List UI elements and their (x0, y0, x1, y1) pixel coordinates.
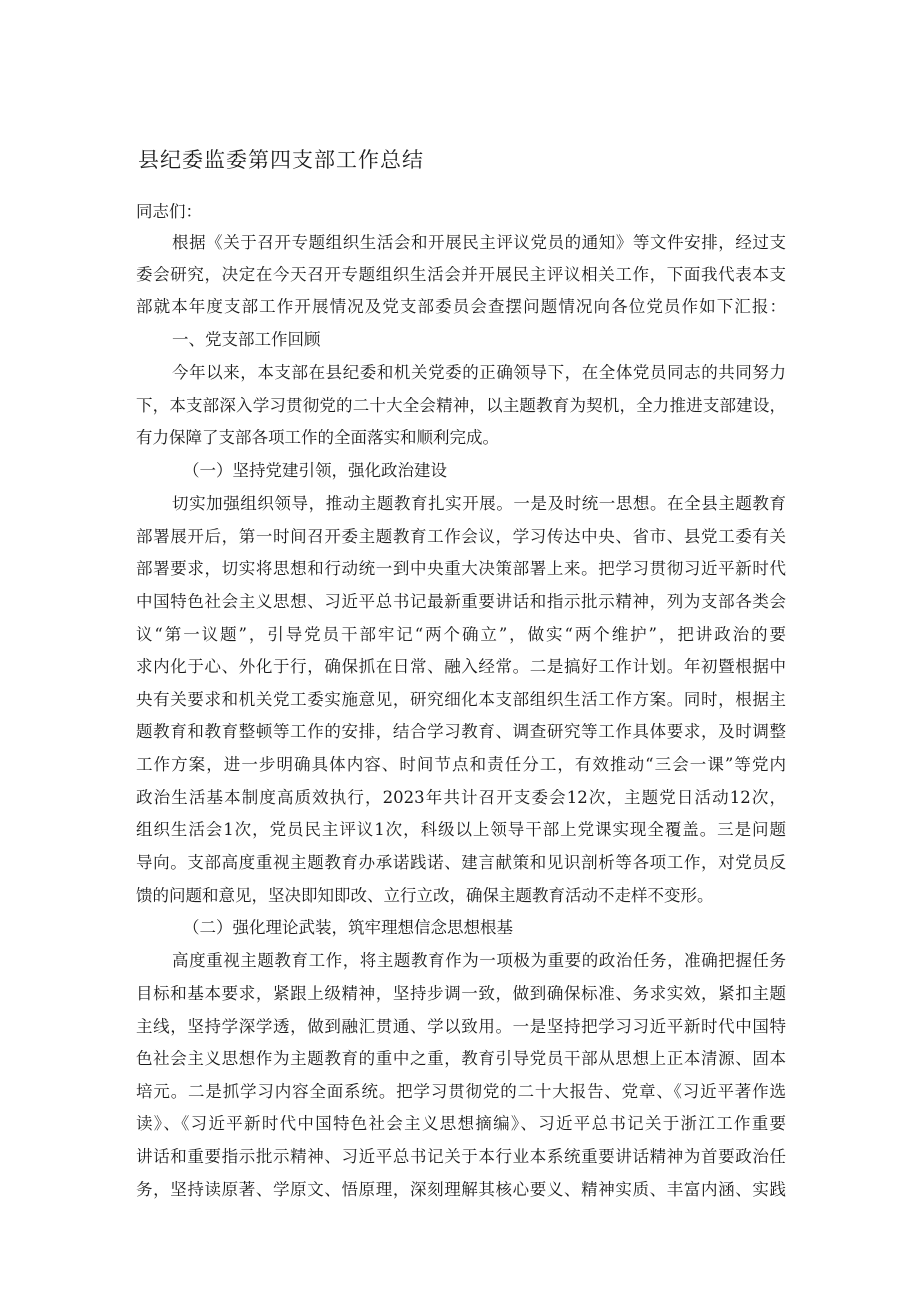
sub1-line-7: 央有关要求和机关党工委实施意见，研究细化本支部组织生活工作方案。同时，根据主 (136, 690, 786, 709)
sub2-line-3: 主线，坚持学深学透，做到融汇贯通、学以致用。一是坚持把学习习近平新时代中国特 (136, 1017, 786, 1036)
salutation: 同志们： (136, 202, 202, 221)
section-heading-1: 一、党支部工作回顾 (172, 330, 321, 349)
intro-line-1: 根据《关于召开专题组织生活会和开展民主评议党员的通知》等文件安排，经过支 (172, 233, 786, 252)
sub1-line-6: 求内化于心、外化于行，确保抓在日常、融入经常。二是搞好工作计划。年初暨根据中 (136, 657, 786, 676)
section1-line-3: 有力保障了支部各项工作的全面落实和顺利完成。 (136, 428, 499, 447)
section1-line-1: 今年以来，本支部在县纪委和机关党委的正确领导下，在全体党员同志的共同努力 (172, 363, 786, 382)
subsection-heading-2: （二）强化理论武装，筑牢理想信念思想根基 (183, 918, 513, 937)
intro-line-2: 委会研究，决定在今天召开专题组织生活会并开展民主评议相关工作，下面我代表本支 (136, 265, 786, 284)
sub1-line-9: 工作方案，进一步明确具体内容、时间节点和责任分工，有效推动“三会一课”等党内 (136, 755, 786, 774)
sub1-line-2: 部署展开后，第一时间召开委主题教育工作会议，学习传达中央、省市、县党工委有关 (136, 527, 786, 546)
sub2-line-4: 色社会主义思想作为主题教育的重中之重，教育引导党员干部从思想上正本清源、固本 (136, 1049, 786, 1068)
sub2-line-1: 高度重视主题教育工作，将主题教育作为一项极为重要的政治任务，准确把握任务 (172, 951, 786, 970)
document-title: 县纪委监委第四支部工作总结 (138, 148, 424, 172)
intro-line-3: 部就本年度支部工作开展情况及党支部委员会查摆问题情况向各位党员作如下汇报： (136, 297, 786, 316)
sub1-line-10: 政治生活基本制度高质效执行，2023年共计召开支委会12次，主题党日活动12次， (136, 788, 786, 807)
section1-line-2: 下，本支部深入学习贯彻党的二十大全会精神，以主题教育为契机，全力推进支部建设， (136, 396, 786, 415)
sub1-line-4: 中国特色社会主义思想、习近平总书记最新重要讲话和指示批示精神，列为支部各类会 (136, 592, 786, 611)
sub1-line-11: 组织生活会1次，党员民主评议1次，科级以上领导干部上党课实现全覆盖。三是问题 (136, 820, 786, 839)
sub2-line-8: 务，坚持读原著、学原文、悟原理，深刻理解其核心要义、精神实质、丰富内涵、实践 (136, 1180, 786, 1199)
sub2-line-7: 讲话和重要指示批示精神、习近平总书记关于本行业本系统重要讲话精神为首要政治任 (136, 1147, 786, 1166)
sub1-line-13: 馈的问题和意见，坚决即知即改、立行立改，确保主题教育活动不走样不变形。 (136, 886, 714, 905)
sub1-line-12: 导向。支部高度重视主题教育办承诺践诺、建言献策和见识剖析等各项工作，对党员反 (136, 853, 786, 872)
sub1-line-3: 部署要求，切实将思想和行动统一到中央重大决策部署上来。把学习贯彻习近平新时代 (136, 559, 786, 578)
sub2-line-5: 培元。二是抓学习内容全面系统。把学习贯彻党的二十大报告、党章、《习近平著作选 (136, 1082, 786, 1101)
sub1-line-8: 题教育和教育整顿等工作的安排，结合学习教育、调查研究等工作具体要求，及时调整 (136, 722, 786, 741)
sub1-line-1: 切实加强组织领导，推动主题教育扎实开展。一是及时统一思想。在全县主题教育 (172, 494, 786, 513)
sub1-line-5: 议“第一议题”，引导党员干部牢记“两个确立”，做实“两个维护”，把讲政治的要 (136, 625, 786, 644)
sub2-line-2: 目标和基本要求，紧跟上级精神，坚持步调一致，做到确保标准、务求实效，紧扣主题 (136, 984, 786, 1003)
sub2-line-6: 读》、《习近平新时代中国特色社会主义思想摘编》、习近平总书记关于浙江工作重要 (136, 1114, 786, 1133)
subsection-heading-1: （一）坚持党建引领，强化政治建设 (183, 461, 447, 480)
